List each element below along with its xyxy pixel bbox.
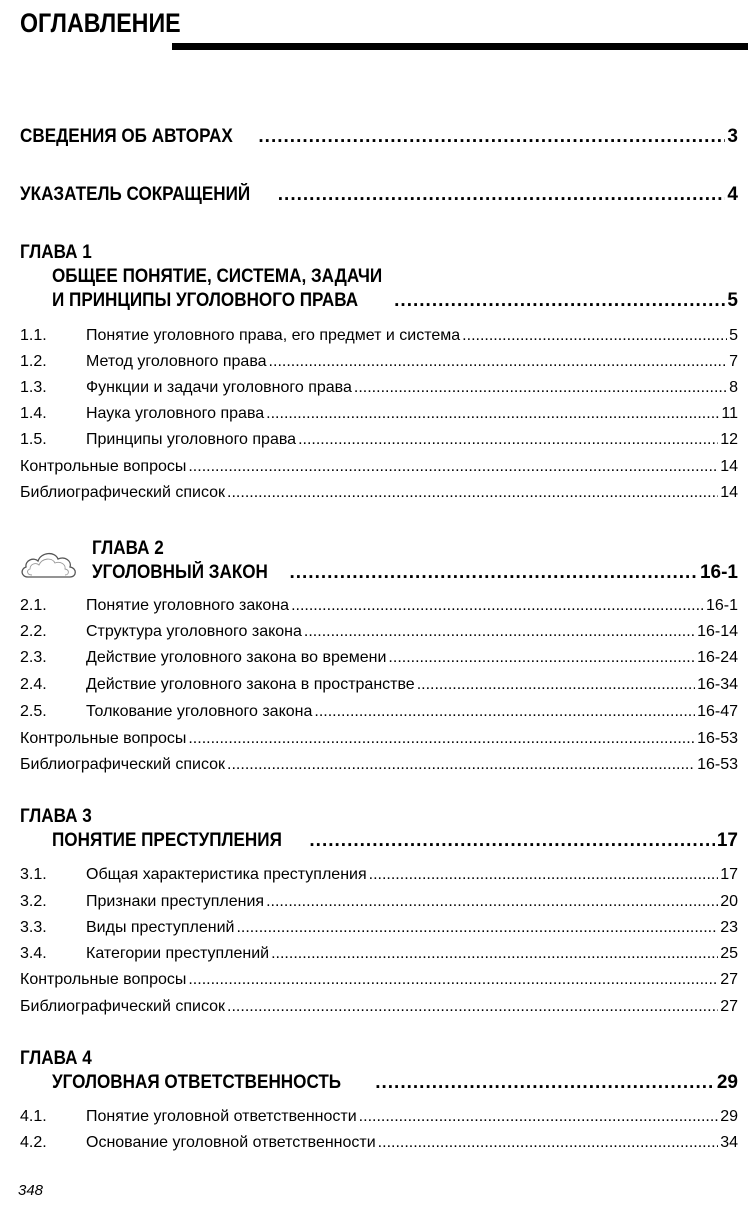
- leader-dots: [354, 379, 727, 397]
- toc-entry[interactable]: [20, 756, 738, 774]
- entry-number: 3.2.: [20, 893, 47, 910]
- entry-number: 4.2.: [20, 1134, 47, 1151]
- leader-dots: [188, 730, 695, 748]
- chapter-heading[interactable]: [92, 562, 738, 584]
- entry-page: 16-47: [697, 703, 738, 720]
- entry-page: 27: [720, 971, 738, 988]
- leader-dots: [462, 327, 727, 345]
- entry-number: 4.1.: [20, 1108, 47, 1125]
- toc-entry[interactable]: [20, 945, 738, 963]
- entry-title: Библиографический список: [20, 998, 226, 1015]
- entry-number: 1.3.: [20, 379, 47, 396]
- entry-title: Контрольные вопросы: [20, 730, 187, 747]
- entry-number: 2.2.: [20, 623, 47, 640]
- entry-page: 17: [720, 866, 738, 883]
- toc-page: 4: [727, 184, 738, 205]
- chapter-label: ГЛАВА 3: [20, 806, 92, 827]
- entry-page: 5: [729, 327, 738, 344]
- leader-dots: [388, 649, 695, 667]
- toc-entry[interactable]: [20, 484, 738, 502]
- toc-front-abbreviations[interactable]: [20, 184, 738, 206]
- toc-entry[interactable]: [20, 405, 738, 423]
- entry-title: Контрольные вопросы: [20, 458, 187, 475]
- entry-title: Контрольные вопросы: [20, 971, 187, 988]
- leader-dots: [375, 1072, 715, 1094]
- entry-title: Общая характеристика преступления: [86, 866, 367, 883]
- entry-page: 16-34: [697, 676, 738, 693]
- chapter-page: 29: [716, 1072, 738, 1093]
- entry-number: 3.4.: [20, 945, 47, 962]
- chapter-title-line: УГОЛОВНАЯ ОТВЕТСТВЕННОСТЬ: [52, 1072, 342, 1093]
- leader-dots: [369, 866, 719, 884]
- entry-title: Понятие уголовной ответственности: [86, 1108, 357, 1125]
- leader-dots: [258, 126, 725, 148]
- entry-page: 25: [720, 945, 738, 962]
- toc-entry[interactable]: [20, 597, 738, 615]
- toc-page: 3: [727, 126, 738, 147]
- entry-title: Виды преступлений: [86, 919, 235, 936]
- toc-front-authors[interactable]: [20, 126, 738, 148]
- toc-entry[interactable]: [20, 998, 738, 1016]
- chapter-heading[interactable]: [52, 830, 738, 852]
- entry-number: 1.5.: [20, 431, 47, 448]
- chapter-title-line: ПОНЯТИЕ ПРЕСТУПЛЕНИЯ: [52, 830, 282, 851]
- chapter-label: ГЛАВА 2: [92, 538, 164, 559]
- toc-entry[interactable]: [20, 676, 738, 694]
- entry-number: 3.3.: [20, 919, 47, 936]
- entry-page: 16-14: [697, 623, 738, 640]
- toc-title: УКАЗАТЕЛЬ СОКРАЩЕНИЙ: [20, 184, 251, 205]
- leader-dots: [188, 458, 718, 476]
- entry-number: 2.4.: [20, 676, 47, 693]
- leader-dots: [304, 623, 695, 641]
- leader-dots: [314, 703, 695, 721]
- chapter-label: ГЛАВА 4: [20, 1048, 92, 1069]
- leader-dots: [271, 945, 718, 963]
- entry-page: 16-1: [705, 597, 738, 614]
- entry-title: Признаки преступления: [86, 893, 265, 910]
- entry-page: 14: [720, 458, 738, 475]
- entry-page: 34: [720, 1134, 738, 1151]
- cloud-icon: [18, 548, 80, 580]
- title-rule: [172, 43, 748, 50]
- entry-page: 29: [720, 1108, 738, 1125]
- entry-page: 16-53: [697, 730, 738, 747]
- entry-page: 14: [720, 484, 738, 501]
- entry-title: Толкование уголовного закона: [86, 703, 313, 720]
- toc-entry[interactable]: [20, 730, 738, 748]
- page-number: 348: [18, 1182, 44, 1199]
- entry-page: 8: [729, 379, 738, 396]
- entry-number: 2.3.: [20, 649, 47, 666]
- toc-entry[interactable]: [20, 458, 738, 476]
- toc-entry[interactable]: [20, 623, 738, 641]
- chapter-heading[interactable]: [52, 290, 738, 312]
- leader-dots: [289, 562, 698, 584]
- entry-number: 3.1.: [20, 866, 47, 883]
- entry-title: Понятие уголовного права, его предмет и система: [86, 327, 461, 344]
- entry-number: 2.5.: [20, 703, 47, 720]
- toc-entry[interactable]: [20, 327, 738, 345]
- entry-title: Категории преступлений: [86, 945, 270, 962]
- leader-dots: [269, 353, 728, 371]
- chapter-label: ГЛАВА 1: [20, 242, 92, 263]
- entry-title: Функции и задачи уголовного права: [86, 379, 352, 396]
- leader-dots: [188, 971, 718, 989]
- leader-dots: [291, 597, 704, 615]
- leader-dots: [378, 1134, 719, 1152]
- leader-dots: [227, 484, 718, 502]
- entry-number: 2.1.: [20, 597, 47, 614]
- leader-dots: [266, 405, 719, 423]
- entry-title: Библиографический список: [20, 484, 226, 501]
- entry-title: Наука уголовного права: [86, 405, 265, 422]
- toc-entry[interactable]: [20, 919, 738, 937]
- chapter-page: 17: [716, 830, 738, 851]
- entry-number: 1.2.: [20, 353, 47, 370]
- entry-title: Действие уголовного закона во времени: [86, 649, 387, 666]
- toc-title: СВЕДЕНИЯ ОБ АВТОРАХ: [20, 126, 233, 147]
- entry-title: Библиографический список: [20, 756, 226, 773]
- toc-entry[interactable]: [20, 353, 738, 371]
- leader-dots: [227, 756, 695, 774]
- leader-dots: [394, 290, 725, 312]
- entry-number: 1.4.: [20, 405, 47, 422]
- entry-page: 7: [729, 353, 738, 370]
- entry-page: 27: [720, 998, 738, 1015]
- leader-dots: [359, 1108, 719, 1126]
- leader-dots: [309, 830, 714, 852]
- toc-entry[interactable]: [20, 866, 738, 884]
- toc-entry[interactable]: [20, 649, 738, 667]
- toc-entry[interactable]: [20, 431, 738, 449]
- toc-entry[interactable]: [20, 1108, 738, 1126]
- entry-title: Структура уголовного закона: [86, 623, 302, 640]
- entry-page: 16-24: [697, 649, 738, 666]
- toc-entry[interactable]: [20, 971, 738, 989]
- entry-page: 16-53: [697, 756, 738, 773]
- leader-dots: [298, 431, 718, 449]
- page-title: ОГЛАВЛЕНИЕ: [20, 8, 181, 38]
- leader-dots: [227, 998, 718, 1016]
- chapter-title-line: УГОЛОВНЫЙ ЗАКОН: [92, 562, 268, 583]
- entry-title: Метод уголовного права: [86, 353, 267, 370]
- toc-entry[interactable]: [20, 379, 738, 397]
- entry-number: 1.1.: [20, 327, 47, 344]
- toc-entry[interactable]: [20, 703, 738, 721]
- entry-page: 12: [720, 431, 738, 448]
- chapter-page: 5: [727, 290, 738, 311]
- toc-entry[interactable]: [20, 893, 738, 911]
- entry-title: Действие уголовного закона в пространстве: [86, 676, 415, 693]
- chapter-title-line: И ПРИНЦИПЫ УГОЛОВНОГО ПРАВА: [52, 290, 359, 311]
- leader-dots: [278, 184, 726, 206]
- entry-page: 11: [721, 405, 738, 422]
- entry-title: Понятие уголовного закона: [86, 597, 290, 614]
- leader-dots: [417, 676, 695, 694]
- toc-entry[interactable]: [20, 1134, 738, 1152]
- entry-title: Принципы уголовного права: [86, 431, 297, 448]
- chapter-title-line: ОБЩЕЕ ПОНЯТИЕ, СИСТЕМА, ЗАДАЧИ: [52, 266, 383, 287]
- chapter-heading[interactable]: [52, 1072, 738, 1094]
- entry-page: 23: [720, 919, 738, 936]
- leader-dots: [236, 919, 718, 937]
- entry-page: 20: [720, 893, 738, 910]
- entry-title: Основание уголовной ответственности: [86, 1134, 376, 1151]
- leader-dots: [266, 893, 718, 911]
- chapter-page: 16-1: [699, 562, 738, 583]
